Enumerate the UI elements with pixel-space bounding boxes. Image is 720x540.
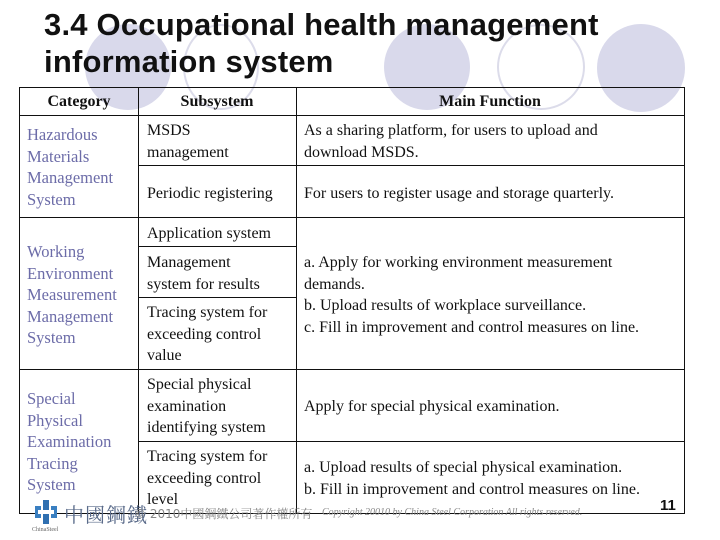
subsystem-msds: MSDS management [147, 122, 229, 161]
slide-title [44, 6, 704, 80]
function-working-environment: a. Apply for working environment measurement demands. b. Upload results of workplace surveillance. c. Fill in improvement and control measures on line. [304, 254, 640, 336]
row-divider [138, 165, 684, 166]
subsystem-tracing-value: Tracing system for exceeding control value [147, 304, 268, 364]
row-divider [138, 297, 296, 298]
header-main-function: Main Function [439, 93, 541, 110]
subsystem-special-identifying: Special physical examination identifying system [147, 376, 266, 436]
header-subsystem: Subsystem [180, 93, 254, 110]
group-divider [20, 217, 684, 218]
category-special-physical-examination: Special Physical Examination Tracing System [27, 389, 112, 494]
logo-english-text: ChinaSteel [32, 527, 59, 533]
subsystem-application-system: Application system [147, 225, 271, 242]
function-table [19, 87, 685, 514]
row-divider [138, 246, 296, 247]
row-divider [138, 441, 684, 442]
function-msds: As a sharing platform, for users to upload and download MSDS. [304, 122, 598, 161]
subsystem-management-results: Management system for results [147, 254, 260, 293]
function-periodic-registering: For users to register usage and storage quarterly. [304, 185, 614, 202]
category-working-environment: Working Environment Measurement Management System [27, 242, 117, 347]
header-divider [20, 115, 684, 116]
function-special-identifying: Apply for special physical examination. [304, 398, 560, 415]
page-number: 11 [660, 497, 676, 514]
logo-chinese-text: 中國鋼鐵 [64, 503, 148, 527]
subsystem-tracing-level: Tracing system for exceeding control level [147, 448, 268, 508]
slide-title-line2: information system [44, 44, 334, 79]
function-tracing-level: a. Upload results of special physical examination. b. Fill in improvement and control measures on line. [304, 459, 640, 498]
column-divider [138, 88, 139, 513]
china-steel-logo-icon [34, 500, 58, 524]
copyright-english: Copyright 20010 by China Steel Corporation All rights reserved. [322, 507, 583, 518]
header-category: Category [47, 93, 111, 110]
slide-title-line1: 3.4 Occupational health management [44, 7, 599, 42]
category-hazardous-materials: Hazardous Materials Management System [27, 125, 114, 209]
subsystem-periodic-registering: Periodic registering [147, 185, 273, 202]
copyright-chinese: © 2010中國鋼鐵公司著作權所有 [134, 507, 313, 521]
group-divider [20, 369, 684, 370]
